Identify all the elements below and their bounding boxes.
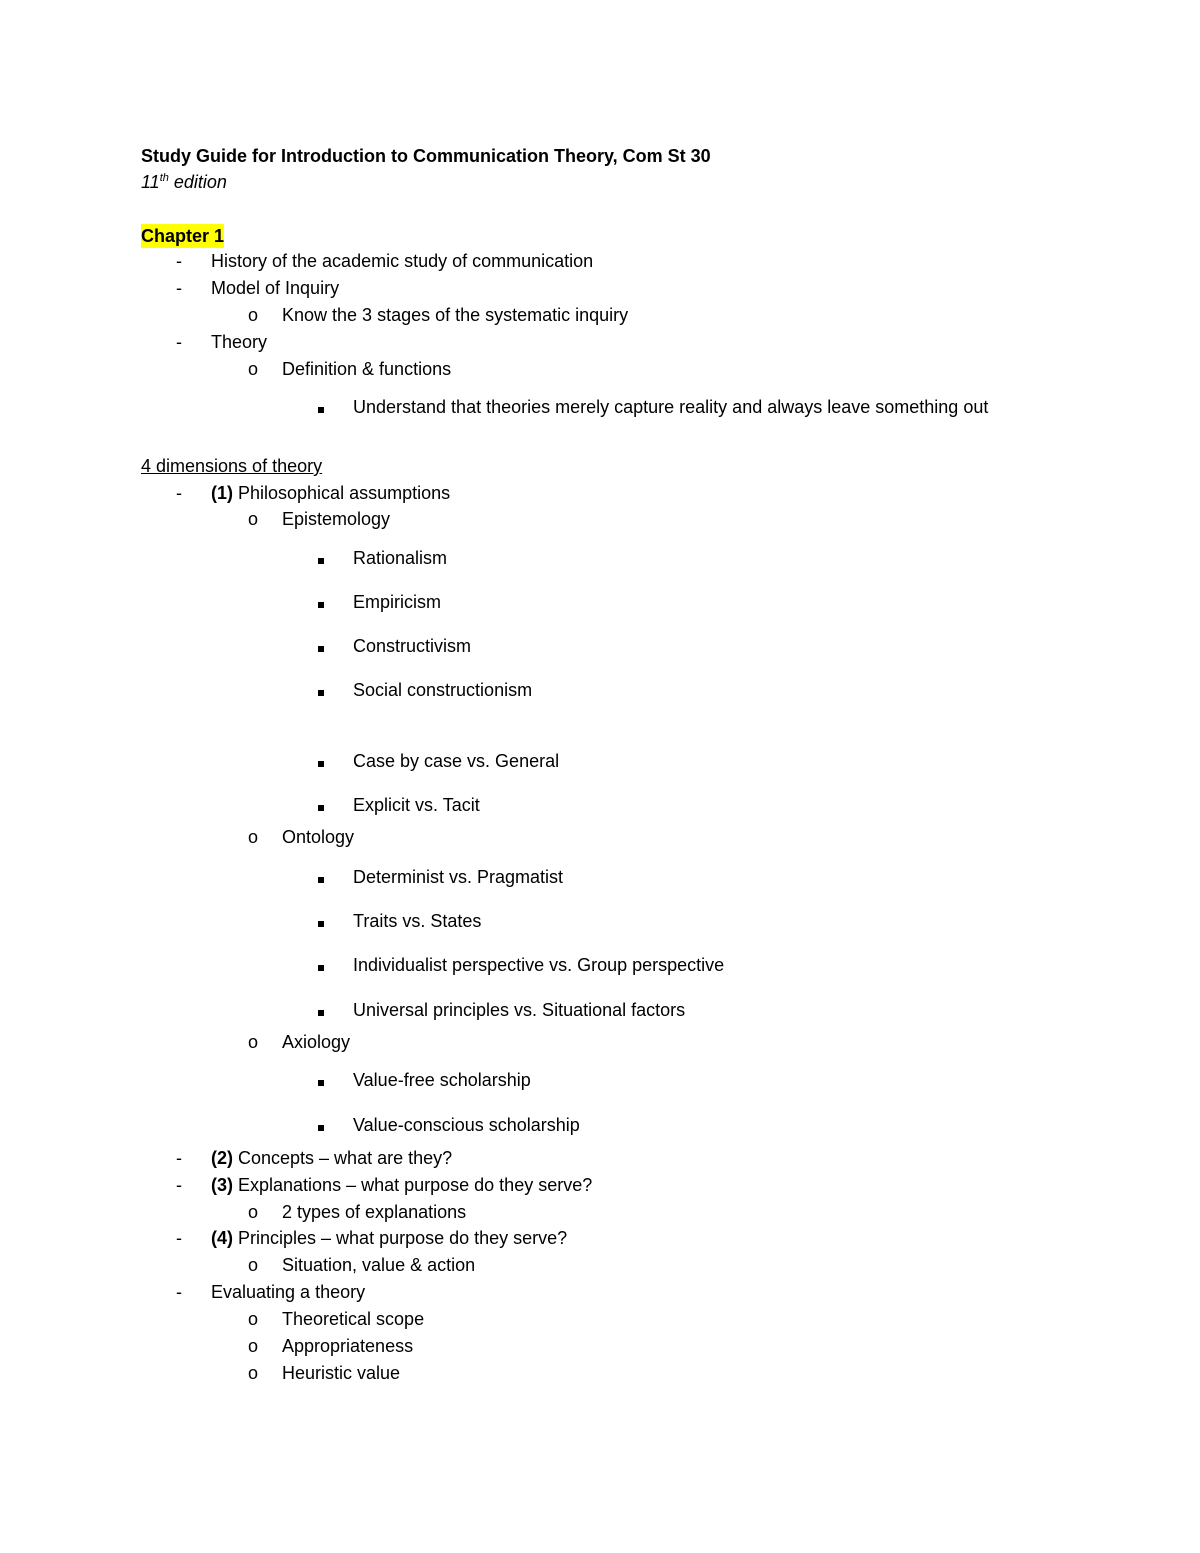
section-heading-text: 4 dimensions of theory — [141, 456, 323, 476]
circle-bullet: o — [248, 1202, 259, 1222]
square-bullet-icon — [318, 953, 338, 977]
circle-bullet: o — [248, 1032, 259, 1052]
circle-bullet: o — [248, 1255, 259, 1275]
circle-bullet: o — [248, 359, 259, 379]
edition-suffix: th — [159, 172, 169, 184]
square-bullet-icon — [318, 793, 338, 817]
dash-bullet: - — [176, 1175, 182, 1195]
square-bullet-icon — [318, 546, 338, 570]
square-bullet-icon — [318, 909, 338, 933]
dash-bullet: - — [176, 1282, 182, 1302]
circle-bullet: o — [248, 1309, 259, 1329]
square-bullet-icon — [318, 1068, 338, 1092]
square-bullet-icon — [318, 590, 338, 614]
edition-number: 11 — [141, 172, 160, 192]
dash-bullet: - — [176, 1148, 182, 1168]
dash-bullet: - — [176, 1228, 182, 1248]
square-bullet-icon — [318, 395, 338, 419]
circle-bullet: o — [248, 1363, 259, 1383]
dash-bullet: - — [176, 332, 182, 352]
chapter-heading-text: Chapter 1 — [141, 226, 225, 246]
circle-bullet: o — [248, 1336, 259, 1356]
dash-bullet: - — [176, 251, 182, 271]
edition-label: edition — [173, 172, 227, 192]
square-bullet-icon — [318, 634, 338, 658]
square-bullet-icon — [318, 998, 338, 1022]
dash-bullet: - — [176, 278, 182, 298]
square-bullet-icon — [318, 678, 338, 702]
square-bullet-icon — [318, 749, 338, 773]
circle-bullet: o — [248, 305, 259, 325]
document-page: Study Guide for Introduction to Communication Theory, Com St 30 11th edition Chapter 1 - History of the academic study of communication - Model of Inquiry o Know the 3 stages of the systematic inquiry - Theory o Definition & functions Understand that theories merely capture reality and always leave something out 4 dimensions of theory - (1) Philosophical assumptions o Epistemology Rationalism Empiricism Constructivism Social constructionism Case by case vs. General Explicit vs. Tacit o Ontology Determinist vs. Pragmatist Traits vs. States Individualist perspective vs. Group perspective Universal principles vs. Situational factors o Axiology Value-free scholarship Value-conscious scholarship - (2) Concepts – what are they? - (3) Explanations – what purpose do they serve? o 2 types of explanations - (4) Principles – what purpose do they serve? o Situation, value & action - Evaluating a theory o Theoretical scope o Appropriateness o Heuristic value — [141, 146, 989, 1383]
square-bullet-icon — [318, 1113, 338, 1137]
circle-bullet: o — [248, 509, 259, 529]
dash-bullet: - — [176, 483, 182, 503]
title-text: Study Guide for Introduction to Communication Theory, Com St 30 — [141, 146, 711, 166]
circle-bullet: o — [248, 827, 259, 847]
square-bullet-icon — [318, 865, 338, 889]
